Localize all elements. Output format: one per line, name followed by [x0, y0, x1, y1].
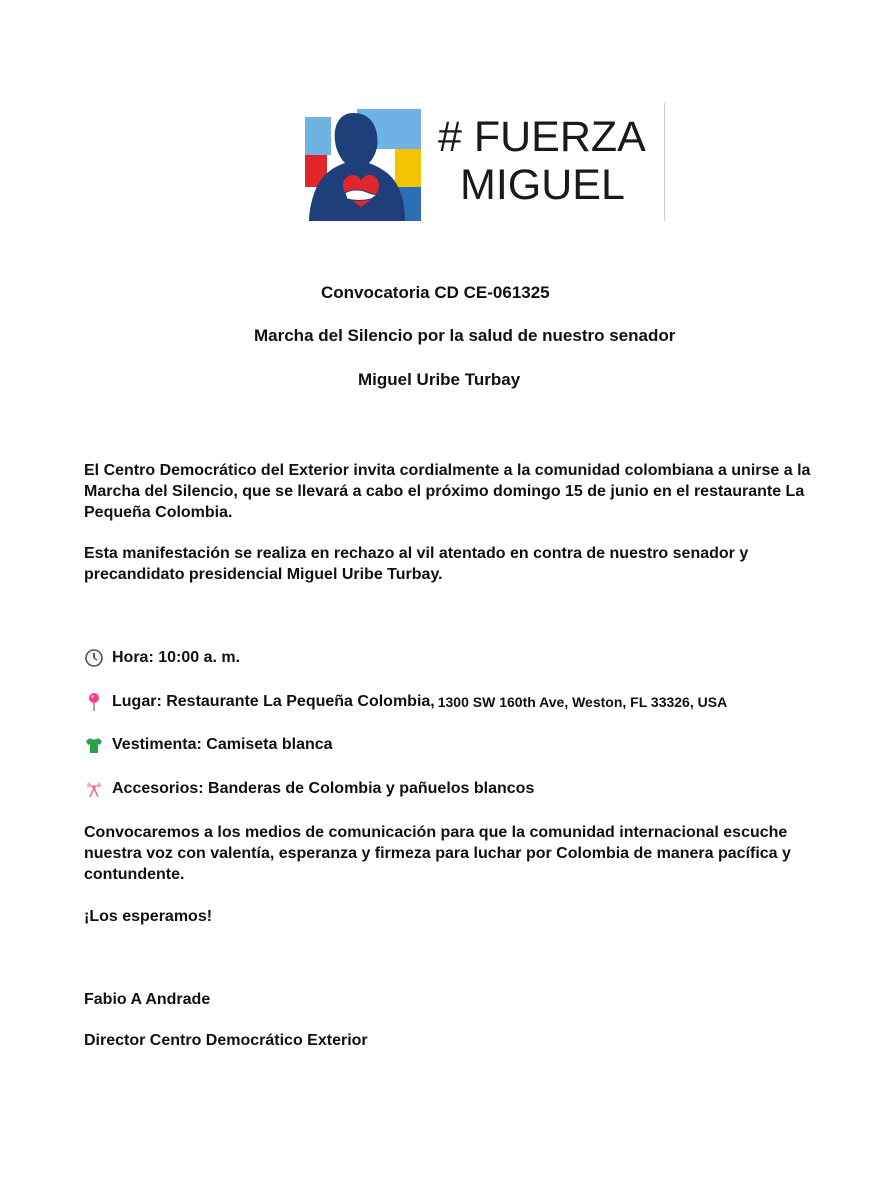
pin-icon [84, 692, 104, 712]
page-subtitle: Miguel Uribe Turbay [358, 370, 521, 389]
logo-wordmark [438, 113, 646, 209]
convocation-code: Convocatoria CD CE-061325 [321, 283, 550, 302]
place-text: Lugar: Restaurante La Pequeña Colombia, [112, 693, 435, 710]
media-paragraph: Convocaremos a los medios de comunicación para que la comunidad internacional escuche nuestra voz con valentía, esperanza y firmeza para luchar por Colombia de manera pacífica y contundente. [84, 824, 791, 883]
signature-name: Fabio A Andrade [84, 991, 211, 1008]
closing-line: ¡Los esperamos! [84, 908, 213, 925]
silhouette-heart-logo-icon [305, 109, 421, 221]
detail-place [84, 692, 727, 712]
fuerza-miguel-logo [305, 103, 667, 221]
detail-dress [84, 735, 333, 755]
ribbon-icon [84, 779, 104, 799]
logo-line-2: MIGUEL [460, 161, 625, 209]
accessories-text: Accesorios: Banderas de Colombia y pañuelos blancos [112, 780, 535, 797]
clock-icon [84, 648, 104, 668]
detail-time [84, 648, 240, 668]
logo-line-1: # FUERZA [438, 113, 646, 161]
place-address: 1300 SW 160th Ave, Weston, FL 33326, USA [437, 694, 728, 710]
tshirt-icon [84, 735, 104, 755]
signature-role: Director Centro Democrático Exterior [84, 1032, 368, 1049]
purpose-paragraph: Esta manifestación se realiza en rechazo al vil atentado en contra de nuestro senador y precandidato presidencial Miguel Uribe Turbay. [84, 545, 749, 583]
time-text: Hora: 10:00 a. m. [112, 649, 241, 666]
detail-accessories [84, 779, 534, 799]
page-title: Marcha del Silencio por la salud de nuestro senador [254, 326, 676, 345]
logo-divider [664, 103, 665, 221]
dress-text: Vestimenta: Camiseta blanca [112, 736, 333, 753]
intro-paragraph: El Centro Democrático del Exterior invita cordialmente a la comunidad colombiana a unirse a la Marcha del Silencio, que se llevará a cabo el próximo domingo 15 de junio en el restaurante La Pequeña Colombia. [84, 462, 811, 521]
